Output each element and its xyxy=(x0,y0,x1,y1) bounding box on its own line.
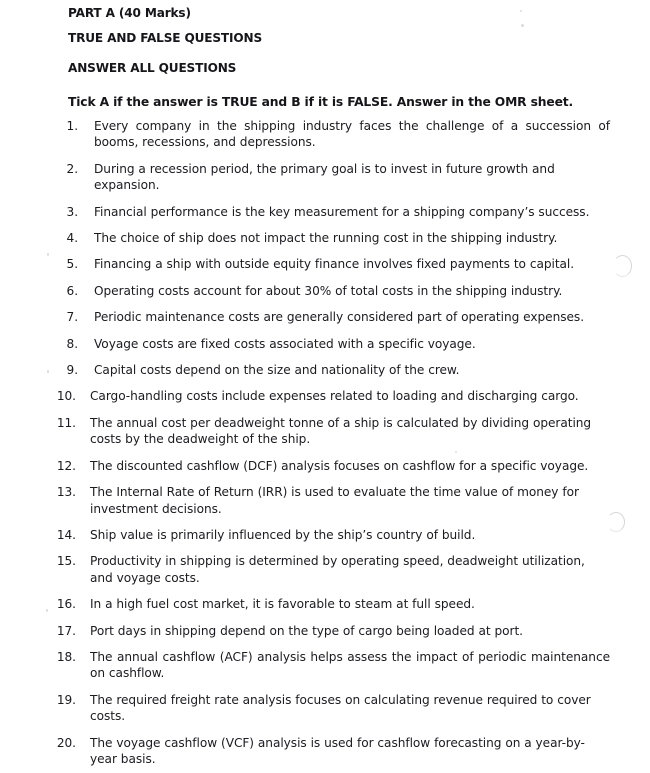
question-number: 15. xyxy=(56,554,76,569)
question-item xyxy=(0,649,650,682)
question-number: 17. xyxy=(56,623,76,638)
question-number: 13. xyxy=(56,485,76,500)
question-number: 19. xyxy=(56,692,76,707)
question-item xyxy=(0,309,650,325)
question-item xyxy=(0,458,650,474)
question-number: 11. xyxy=(56,415,76,430)
question-number: 5. xyxy=(66,257,78,272)
question-number: 3. xyxy=(66,204,78,219)
question-item xyxy=(0,415,650,448)
question-number: 10. xyxy=(56,389,76,404)
question-text: The discounted cashflow (DCF) analysis focuses on cashflow for a specific voyage. xyxy=(90,458,589,473)
question-text: In a high fuel cost market, it is favorable to steam at full speed. xyxy=(90,597,475,612)
question-item xyxy=(0,596,650,612)
question-text: Capital costs depend on the size and nationality of the crew. xyxy=(94,363,460,378)
question-item xyxy=(0,118,650,151)
question-item xyxy=(0,692,650,725)
question-item xyxy=(0,256,650,272)
question-text: The choice of ship does not impact the running cost in the shipping industry. xyxy=(94,231,558,246)
scan-speck xyxy=(46,609,48,612)
scan-speck xyxy=(520,10,522,12)
question-number: 1. xyxy=(66,119,78,133)
question-text: Every company in the shipping industry faces the challenge of a succession of booms, recessions, and depressions. xyxy=(94,119,610,150)
question-number: 4. xyxy=(66,231,78,246)
question-item xyxy=(0,283,650,299)
heading-section-type: TRUE AND FALSE QUESTIONS xyxy=(68,31,263,45)
question-text: The voyage cashflow (VCF) analysis is used for cashflow forecasting on a year-by-year basis. xyxy=(90,735,585,766)
question-item xyxy=(0,553,650,586)
question-text: During a recession period, the primary goal is to invest in future growth and expansion. xyxy=(94,161,555,193)
question-number: 20. xyxy=(56,735,76,750)
question-number: 18. xyxy=(56,649,76,664)
question-number: 14. xyxy=(56,527,76,542)
scan-speck xyxy=(47,370,49,373)
page-headings xyxy=(68,0,608,109)
question-text: Cargo-handling costs include expenses related to loading and discharging cargo. xyxy=(90,389,579,404)
question-text: Port days in shipping depend on the type of cargo being loaded at port. xyxy=(90,623,523,638)
question-text: The annual cashflow (ACF) analysis helps assess the impact of periodic maintenance on cashflow. xyxy=(90,649,610,681)
question-item xyxy=(0,735,650,768)
question-number: 2. xyxy=(66,161,78,176)
question-text: Financing a ship with outside equity finance involves fixed payments to capital. xyxy=(94,257,575,272)
question-list xyxy=(0,118,650,773)
question-text: Periodic maintenance costs are generally considered part of operating expenses. xyxy=(94,310,585,325)
question-text: Operating costs account for about 30% of total costs in the shipping industry. xyxy=(94,283,563,298)
scan-artifact-mark xyxy=(613,255,632,277)
scan-artifact-mark xyxy=(607,512,625,532)
question-text: Financial performance is the key measurement for a shipping company’s success. xyxy=(94,204,590,219)
question-text: The annual cost per deadweight tonne of a ship is calculated by dividing operating costs by the deadweight of the ship. xyxy=(90,415,592,447)
heading-answer-all: ANSWER ALL QUESTIONS xyxy=(68,61,237,75)
question-number: 6. xyxy=(66,283,78,298)
question-number: 8. xyxy=(66,336,78,351)
question-item xyxy=(0,230,650,246)
question-item xyxy=(0,204,650,220)
question-item xyxy=(0,161,650,194)
question-text: Productivity in shipping is determined by operating speed, deadweight utilization, and voyage costs. xyxy=(90,554,585,585)
question-item xyxy=(0,388,650,404)
question-item xyxy=(0,527,650,543)
question-item xyxy=(0,336,650,352)
scan-speck xyxy=(455,451,457,453)
heading-part-a: PART A (40 Marks) xyxy=(68,6,191,20)
question-number: 7. xyxy=(66,310,78,325)
question-item xyxy=(0,623,650,639)
question-text: Voyage costs are fixed costs associated with a specific voyage. xyxy=(94,336,476,351)
question-text: The required freight rate analysis focuses on calculating revenue required to cover costs. xyxy=(90,692,591,724)
question-number: 16. xyxy=(56,597,76,612)
scan-speck xyxy=(47,253,49,256)
question-text: The Internal Rate of Return (IRR) is used to evaluate the time value of money for investment decisions. xyxy=(90,485,579,516)
question-number: 12. xyxy=(56,458,76,473)
question-item xyxy=(0,484,650,517)
question-text: Ship value is primarily influenced by the ship’s country of build. xyxy=(90,527,476,542)
heading-tick-instruction: Tick A if the answer is TRUE and B if it is FALSE. Answer in the OMR sheet. xyxy=(68,95,574,109)
question-number: 9. xyxy=(66,363,78,378)
scan-speck xyxy=(521,24,524,27)
question-item xyxy=(0,362,650,378)
